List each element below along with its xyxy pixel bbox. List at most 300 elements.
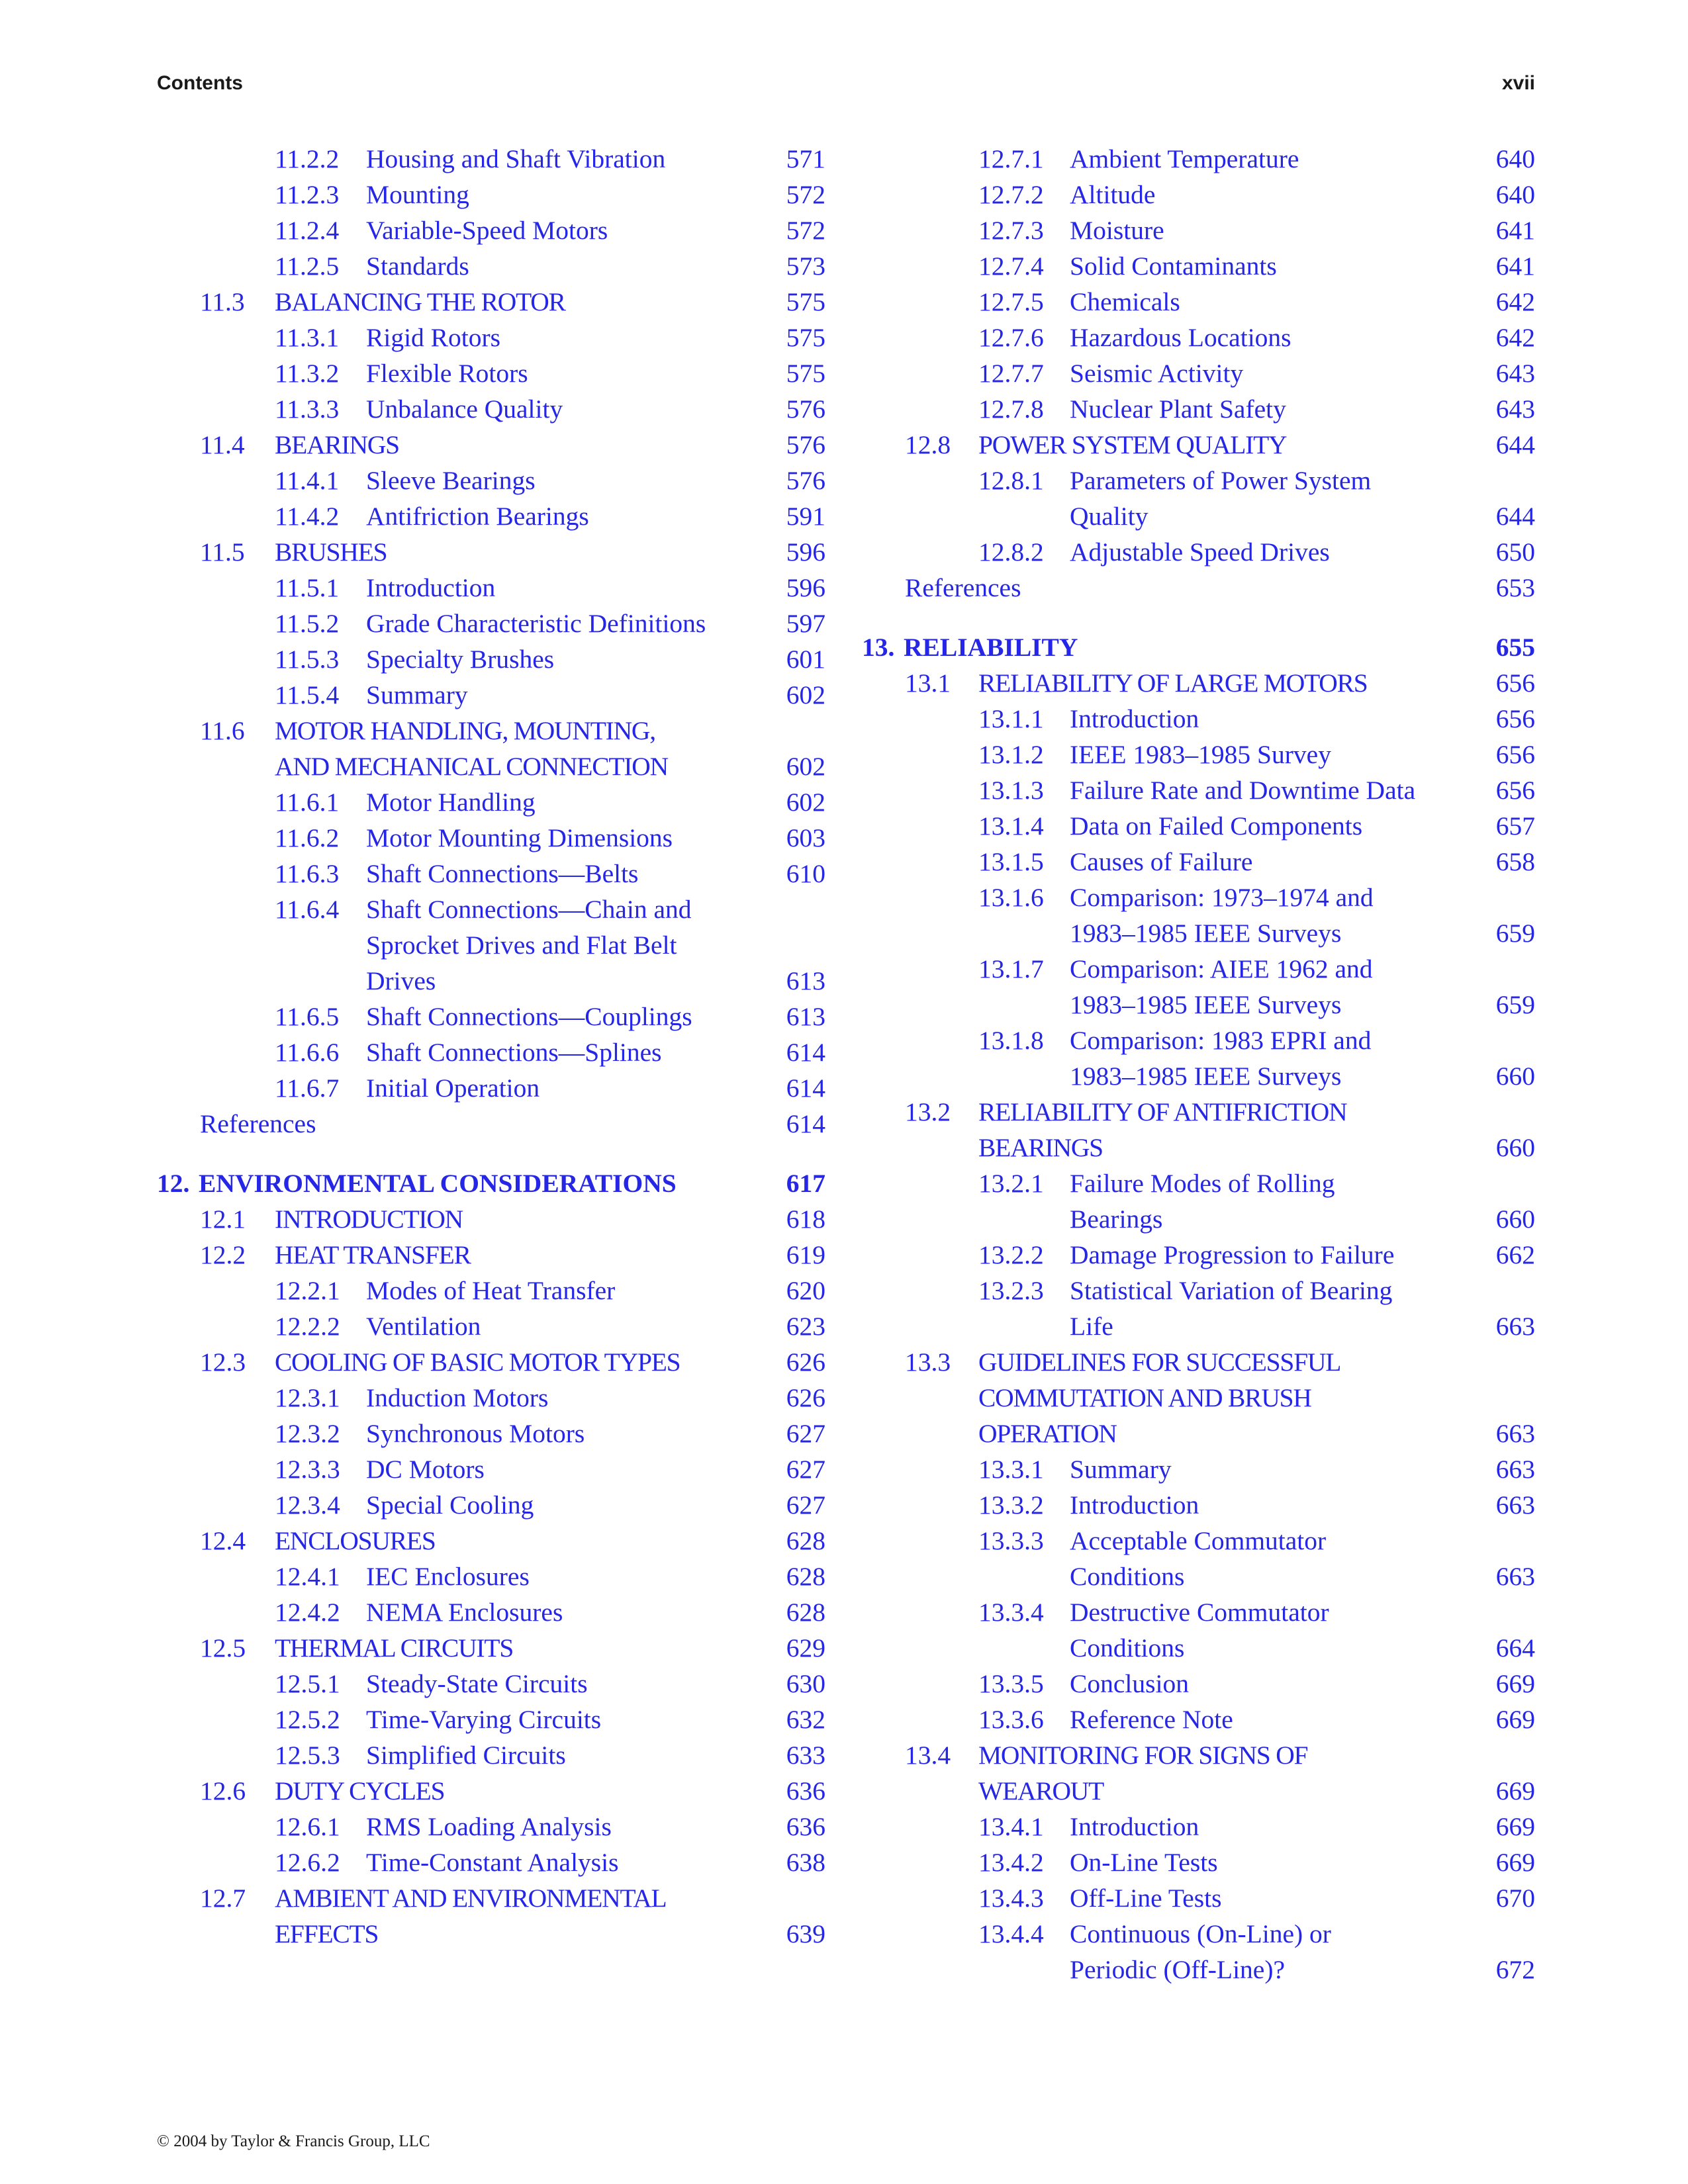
toc-entry-page: 575 (786, 287, 825, 316)
toc-entry-sub[interactable] (862, 141, 1535, 177)
toc-entry-sub[interactable] (157, 1666, 825, 1702)
toc-entry-title: Moisture (1070, 216, 1164, 245)
toc-entry-title: Induction Motors (366, 1383, 549, 1412)
toc-entry-page: 591 (786, 502, 825, 531)
toc-entry-sub[interactable] (862, 355, 1535, 391)
toc-entry-number: 11.2.3 (275, 180, 340, 209)
toc-entry-sub[interactable] (157, 1034, 825, 1070)
toc-entry-sub[interactable] (862, 1487, 1535, 1523)
toc-entry-number: 12.8.1 (978, 466, 1044, 495)
toc-entry-number: 11.3.3 (275, 394, 340, 424)
toc-entry-title: HEAT TRANSFER (275, 1240, 471, 1269)
toc-entry-sub[interactable] (862, 1451, 1535, 1487)
toc-entry-page: 597 (786, 609, 825, 638)
toc-entry-title: MOTOR HANDLING, MOUNTING, (275, 716, 655, 745)
toc-entry-number: 12.7.2 (978, 180, 1044, 209)
running-header (157, 70, 1535, 97)
toc-entry-number: 12.4 (200, 1526, 246, 1555)
toc-entry-sub[interactable] (862, 212, 1535, 248)
toc-entry-sec[interactable] (862, 665, 1535, 701)
toc-entry-title: RELIABILITY (904, 633, 1078, 662)
toc-entry-sub[interactable] (862, 1916, 1535, 1987)
toc-entry-page: 656 (1495, 668, 1535, 698)
toc-entry-page: 663 (1495, 1419, 1535, 1448)
toc-entry-page: 627 (786, 1490, 825, 1520)
toc-entry-page: 664 (1495, 1633, 1535, 1662)
toc-entry-page: 602 (786, 680, 825, 709)
toc-entry-page: 573 (786, 251, 825, 281)
toc-entry-title: Drives (366, 966, 436, 995)
toc-entry-number: 11.6.2 (275, 823, 340, 852)
toc-entry-page: 656 (1495, 704, 1535, 733)
toc-entry-sub[interactable] (862, 1844, 1535, 1880)
toc-entry-page: 613 (786, 1002, 825, 1031)
toc-entry-number: 12.6 (200, 1776, 246, 1805)
toc-entry-title: DUTY CYCLES (275, 1776, 445, 1805)
toc-entry-number: 12.6.2 (275, 1848, 340, 1877)
toc-entry-title: Motor Handling (366, 788, 536, 817)
toc-entry-sub[interactable] (157, 1737, 825, 1773)
toc-entry-sec[interactable] (157, 1880, 825, 1952)
toc-entry-title: Special Cooling (366, 1490, 534, 1520)
toc-entry-sub[interactable] (157, 177, 825, 212)
toc-entry-title: Comparison: 1973–1974 and (1070, 883, 1374, 912)
toc-entry-number: 12.7.8 (978, 394, 1044, 424)
toc-entry-number: 11.6.1 (275, 788, 340, 817)
toc-entry-page: 576 (786, 394, 825, 424)
toc-entry-title: Introduction (366, 573, 496, 602)
toc-entry-number: 13.3.2 (978, 1490, 1044, 1520)
toc-entry-sub[interactable] (157, 641, 825, 677)
toc-entry-sub[interactable] (157, 1070, 825, 1106)
toc-entry-page: 572 (786, 180, 825, 209)
toc-entry-sub[interactable] (862, 1880, 1535, 1916)
toc-entry-sub[interactable] (157, 141, 825, 177)
toc-entry-title: RELIABILITY OF ANTIFRICTION (978, 1097, 1347, 1126)
toc-entry-sub[interactable] (157, 1487, 825, 1523)
toc-entry-title: POWER SYSTEM QUALITY (978, 430, 1287, 459)
toc-entry-sub[interactable] (862, 844, 1535, 880)
toc-entry-number: 11.5.3 (275, 645, 340, 674)
toc-entry-page: 653 (1495, 573, 1535, 602)
toc-entry-title: COOLING OF BASIC MOTOR TYPES (275, 1347, 680, 1377)
toc-entry-title: Introduction (1070, 1490, 1199, 1520)
toc-entry-sub[interactable] (862, 463, 1535, 534)
toc-entry-sec[interactable] (157, 713, 825, 784)
toc-entry-title: Sprocket Drives and Flat Belt (366, 931, 677, 960)
toc-entry-title: Data on Failed Components (1070, 811, 1363, 841)
toc-entry-title: Simplified Circuits (366, 1741, 566, 1770)
toc-entry-sub[interactable] (157, 1809, 825, 1844)
toc-entry-title: Time-Constant Analysis (366, 1848, 619, 1877)
toc-entry-sub[interactable] (157, 391, 825, 427)
toc-entry-page: 656 (1495, 776, 1535, 805)
toc-entry-sub[interactable] (157, 1451, 825, 1487)
toc-entry-title: Shaft Connections—Couplings (366, 1002, 692, 1031)
toc-entry-sub[interactable] (862, 808, 1535, 844)
toc-entry-title: 1983–1985 IEEE Surveys (1070, 919, 1342, 948)
toc-entry-sub[interactable] (157, 320, 825, 355)
toc-entry-title: Ambient Temperature (1070, 144, 1299, 173)
toc-entry-title: Bearings (1070, 1205, 1163, 1234)
toc-entry-title: Conditions (1070, 1562, 1185, 1591)
toc-entry-sub[interactable] (862, 320, 1535, 355)
toc-entry-page: 629 (786, 1633, 825, 1662)
toc-entry-title: Acceptable Commutator (1070, 1526, 1327, 1555)
toc-entry-number: 11.6.3 (275, 859, 340, 888)
toc-entry-title: Altitude (1070, 180, 1156, 209)
toc-entry-sub[interactable] (862, 701, 1535, 737)
copyright-footer: © 2004 by Taylor & Francis Group, LLC (157, 2132, 430, 2150)
toc-entry-title: Synchronous Motors (366, 1419, 585, 1448)
toc-entry-number: 12.8 (905, 430, 951, 459)
toc-entry-title: GUIDELINES FOR SUCCESSFUL (978, 1347, 1341, 1377)
toc-entry-title: Shaft Connections—Belts (366, 859, 639, 888)
toc-entry-number: 12.7.1 (978, 144, 1044, 173)
toc-entry-page: 643 (1495, 359, 1535, 388)
toc-entry-number: 11.6.6 (275, 1038, 340, 1067)
toc-entry-number: 12.2 (200, 1240, 246, 1269)
toc-entry-page: 575 (786, 359, 825, 388)
toc-entry-sub[interactable] (862, 1594, 1535, 1666)
toc-entry-page: 663 (1495, 1455, 1535, 1484)
toc-entry-page: 614 (786, 1109, 825, 1138)
toc-entry-number: 13.2.1 (978, 1169, 1044, 1198)
toc-entry-sub[interactable] (157, 1559, 825, 1594)
toc-entry-sub[interactable] (157, 355, 825, 391)
toc-entry-page: 633 (786, 1741, 825, 1770)
toc-entry-number: 11.6 (200, 716, 245, 745)
toc-entry-title: Steady-State Circuits (366, 1669, 588, 1698)
toc-entry-sub[interactable] (157, 1702, 825, 1737)
toc-entry-sub[interactable] (862, 1273, 1535, 1344)
toc-entry-page: 644 (1495, 502, 1535, 531)
toc-entry-page: 602 (786, 788, 825, 817)
toc-entry-page: 636 (786, 1812, 825, 1841)
toc-entry-sec[interactable] (157, 1344, 825, 1380)
toc-entry-page: 617 (786, 1169, 825, 1198)
toc-entry-number: 11.3.1 (275, 323, 340, 352)
toc-entry-number: 11.5.4 (275, 680, 340, 709)
toc-entry-number: 12.7.5 (978, 287, 1044, 316)
toc-entry-number: 12.3.2 (275, 1419, 340, 1448)
toc-entry-page: 632 (786, 1705, 825, 1734)
toc-entry-title: AMBIENT AND ENVIRONMENTAL (275, 1884, 667, 1913)
toc-entry-title: Statistical Variation of Bearing (1070, 1276, 1393, 1305)
toc-entry-page: 626 (786, 1347, 825, 1377)
toc-entry-title: Specialty Brushes (366, 645, 555, 674)
toc-entry-number: 13.3.1 (978, 1455, 1044, 1484)
toc-entry-title: On-Line Tests (1070, 1848, 1218, 1877)
toc-entry-title: IEEE 1983–1985 Survey (1070, 740, 1331, 769)
toc-entry-title: DC Motors (366, 1455, 485, 1484)
toc-entry-page: 572 (786, 216, 825, 245)
toc-entry-title: Destructive Commutator (1070, 1598, 1329, 1627)
toc-entry-number: 13.4 (905, 1741, 951, 1770)
toc-entry-sub[interactable] (862, 177, 1535, 212)
toc-entry-sub[interactable] (157, 784, 825, 820)
toc-entry-sub[interactable] (862, 772, 1535, 808)
toc-entry-number: 12.7.7 (978, 359, 1044, 388)
toc-entry-number: 13.3 (905, 1347, 951, 1377)
toc-entry-title: COMMUTATION AND BRUSH (978, 1383, 1311, 1412)
toc-entry-sec[interactable] (157, 1523, 825, 1559)
toc-entry-sub[interactable] (862, 1237, 1535, 1273)
toc-entry-page: 663 (1495, 1312, 1535, 1341)
toc-entry-number: 11.2.2 (275, 144, 340, 173)
toc-entry-title: Sleeve Bearings (366, 466, 536, 495)
toc-entry-number: 12.6.1 (275, 1812, 340, 1841)
toc-entry-number: 13. (862, 633, 895, 662)
toc-entry-sub[interactable] (157, 1416, 825, 1451)
toc-entry-sub[interactable] (862, 1809, 1535, 1844)
toc-entry-sub[interactable] (862, 951, 1535, 1023)
toc-entry-page: 669 (1495, 1812, 1535, 1841)
toc-entry-page: 663 (1495, 1562, 1535, 1591)
toc-entry-title: Flexible Rotors (366, 359, 528, 388)
toc-entry-title: NEMA Enclosures (366, 1598, 563, 1627)
toc-entry-number: 12.3.4 (275, 1490, 340, 1520)
toc-entry-number: 13.2 (905, 1097, 951, 1126)
toc-entry-sub[interactable] (862, 1666, 1535, 1702)
toc-entry-sub[interactable] (157, 1273, 825, 1308)
toc-entry-number: 13.1.7 (978, 954, 1044, 983)
toc-entry-title: BEARINGS (978, 1133, 1103, 1162)
toc-entry-page: 656 (1495, 740, 1535, 769)
toc-entry-title: Shaft Connections—Chain and (366, 895, 692, 924)
toc-entry-title: References (905, 573, 1021, 602)
toc-entry-number: 12.1 (200, 1205, 246, 1234)
toc-entry-title: Continuous (On-Line) or (1070, 1919, 1331, 1948)
toc-entry-page: 636 (786, 1776, 825, 1805)
toc-entry-title: Shaft Connections—Splines (366, 1038, 662, 1067)
toc-entry-sec[interactable] (157, 1237, 825, 1273)
toc-entry-title: Housing and Shaft Vibration (366, 144, 666, 173)
toc-entry-number: 13.4.4 (978, 1919, 1044, 1948)
toc-entry-page: 643 (1495, 394, 1535, 424)
toc-entry-title: Introduction (1070, 1812, 1199, 1841)
toc-entry-title: Variable-Speed Motors (366, 216, 608, 245)
toc-entry-sec[interactable] (157, 1201, 825, 1237)
toc-entry-number: 13.1.4 (978, 811, 1044, 841)
toc-entry-sub[interactable] (157, 1844, 825, 1880)
toc-entry-title: Quality (1070, 502, 1149, 531)
toc-entry-sec[interactable] (157, 427, 825, 463)
toc-entry-title: Time-Varying Circuits (366, 1705, 602, 1734)
toc-entry-number: 12.3.3 (275, 1455, 340, 1484)
toc-entry-sec[interactable] (157, 1630, 825, 1666)
toc-entry-number: 12.3.1 (275, 1383, 340, 1412)
toc-entry-page: 576 (786, 466, 825, 495)
toc-entry-number: 13.3.4 (978, 1598, 1044, 1627)
toc-entry-number: 13.3.6 (978, 1705, 1044, 1734)
toc-entry-sub[interactable] (157, 891, 825, 999)
toc-entry-page: 657 (1495, 811, 1535, 841)
toc-entry-page: 641 (1495, 216, 1535, 245)
toc-entry-number: 12. (157, 1169, 190, 1198)
toc-entry-sub[interactable] (862, 1523, 1535, 1594)
toc-entry-sub[interactable] (157, 999, 825, 1034)
toc-entry-sub[interactable] (157, 212, 825, 248)
toc-entry-title: Causes of Failure (1070, 847, 1253, 876)
toc-entry-number: 12.7 (200, 1884, 246, 1913)
toc-entry-page: 571 (786, 144, 825, 173)
toc-entry-title: Initial Operation (366, 1073, 540, 1103)
toc-entry-sub[interactable] (157, 677, 825, 713)
toc-entry-page: 669 (1495, 1669, 1535, 1698)
toc-entry-number: 12.5.2 (275, 1705, 340, 1734)
toc-entry-sec[interactable] (862, 427, 1535, 463)
toc-entry-sub[interactable] (157, 498, 825, 534)
toc-entry-title: 1983–1985 IEEE Surveys (1070, 990, 1342, 1019)
toc-entry-page: 628 (786, 1562, 825, 1591)
toc-entry-title: BEARINGS (275, 430, 399, 459)
toc-entry-title: Life (1070, 1312, 1113, 1341)
toc-entry-title: EFFECTS (275, 1919, 379, 1948)
toc-entry-page: 641 (1495, 251, 1535, 281)
toc-entry-number: 12.5.3 (275, 1741, 340, 1770)
toc-entry-sub[interactable] (157, 856, 825, 891)
toc-entry-sec[interactable] (157, 534, 825, 570)
toc-entry-title: Comparison: 1983 EPRI and (1070, 1026, 1372, 1055)
toc-entry-title: 1983–1985 IEEE Surveys (1070, 1062, 1342, 1091)
toc-entry-page: 613 (786, 966, 825, 995)
toc-entry-title: Standards (366, 251, 469, 281)
toc-entry-title: Failure Rate and Downtime Data (1070, 776, 1416, 805)
toc-entry-sub[interactable] (862, 737, 1535, 772)
toc-entry-sub[interactable] (157, 1594, 825, 1630)
toc-entry-page: 623 (786, 1312, 825, 1341)
toc-entry-number: 11.6.4 (275, 895, 340, 924)
toc-entry-title: Off-Line Tests (1070, 1884, 1222, 1913)
toc-entry-page: 627 (786, 1455, 825, 1484)
toc-entry-title: Conditions (1070, 1633, 1185, 1662)
toc-entry-title: MONITORING FOR SIGNS OF (978, 1741, 1308, 1770)
toc-entry-page: 669 (1495, 1705, 1535, 1734)
toc-entry-title: Rigid Rotors (366, 323, 501, 352)
toc-entry-sub[interactable] (862, 284, 1535, 320)
toc-entry-sub[interactable] (862, 1702, 1535, 1737)
toc-entry-page: 639 (786, 1919, 825, 1948)
toc-entry-page: 602 (786, 752, 825, 781)
toc-entry-page: 614 (786, 1073, 825, 1103)
toc-entry-number: 11.5 (200, 537, 245, 567)
toc-entry-sub[interactable] (862, 534, 1535, 570)
toc-entry-page: 618 (786, 1205, 825, 1234)
toc-entry-sub[interactable] (157, 820, 825, 856)
toc-entry-title: Comparison: AIEE 1962 and (1070, 954, 1373, 983)
toc-entry-title: BALANCING THE ROTOR (275, 287, 565, 316)
toc-entry-sub[interactable] (862, 248, 1535, 284)
toc-entry-number: 13.1.1 (978, 704, 1044, 733)
toc-entry-title: AND MECHANICAL CONNECTION (275, 752, 668, 781)
toc-entry-ref[interactable] (905, 570, 1535, 606)
toc-entry-number: 12.5.1 (275, 1669, 340, 1698)
toc-entry-sub[interactable] (862, 391, 1535, 427)
toc-entry-title: Hazardous Locations (1070, 323, 1291, 352)
toc-entry-chapter[interactable] (862, 629, 1535, 665)
toc-entry-page: 660 (1495, 1133, 1535, 1162)
toc-entry-number: 13.4.1 (978, 1812, 1044, 1841)
toc-entry-title: Nuclear Plant Safety (1070, 394, 1286, 424)
toc-entry-page: 642 (1495, 287, 1535, 316)
toc-entry-title: Summary (1070, 1455, 1172, 1484)
toc-entry-number: 13.4.2 (978, 1848, 1044, 1877)
toc-entry-page: 672 (1495, 1955, 1535, 1984)
toc-entry-sec[interactable] (862, 1737, 1535, 1809)
toc-entry-page: 628 (786, 1598, 825, 1627)
toc-entry-page: 660 (1495, 1062, 1535, 1091)
toc-entry-number: 13.2.2 (978, 1240, 1044, 1269)
toc-entry-title: Chemicals (1070, 287, 1180, 316)
toc-entry-number: 12.2.1 (275, 1276, 340, 1305)
toc-entry-sub[interactable] (862, 1023, 1535, 1094)
toc-entry-number: 12.7.3 (978, 216, 1044, 245)
toc-entry-number: 13.1.5 (978, 847, 1044, 876)
toc-entry-sub[interactable] (157, 463, 825, 498)
toc-entry-number: 11.4 (200, 430, 245, 459)
toc-entry-title: Grade Characteristic Definitions (366, 609, 706, 638)
toc-entry-sub[interactable] (862, 880, 1535, 951)
toc-right-column (862, 141, 1535, 1987)
toc-entry-title: ENCLOSURES (275, 1526, 436, 1555)
toc-entry-title: THERMAL CIRCUITS (275, 1633, 514, 1662)
toc-entry-title: Motor Mounting Dimensions (366, 823, 673, 852)
toc-entry-title: Summary (366, 680, 468, 709)
toc-entry-page: 659 (1495, 919, 1535, 948)
toc-entry-sec[interactable] (862, 1344, 1535, 1451)
toc-entry-number: 13.1.6 (978, 883, 1044, 912)
toc-entry-page: 640 (1495, 144, 1535, 173)
toc-entry-title: Parameters of Power System (1070, 466, 1372, 495)
toc-entry-sec[interactable] (862, 1094, 1535, 1165)
toc-entry-title: Conclusion (1070, 1669, 1189, 1698)
toc-entry-title: Periodic (Off-Line)? (1070, 1955, 1286, 1984)
toc-entry-sub[interactable] (157, 570, 825, 606)
toc-entry-page: 658 (1495, 847, 1535, 876)
toc-entry-number: 12.2.2 (275, 1312, 340, 1341)
toc-entry-page: 575 (786, 323, 825, 352)
toc-entry-sub[interactable] (157, 248, 825, 284)
toc-entry-chapter[interactable] (157, 1165, 825, 1201)
toc-entry-sub[interactable] (157, 1380, 825, 1416)
toc-entry-number: 12.8.2 (978, 537, 1044, 567)
toc-entry-title: Seismic Activity (1070, 359, 1244, 388)
toc-entry-title: WEAROUT (978, 1776, 1104, 1805)
toc-entry-sub[interactable] (157, 1308, 825, 1344)
toc-entry-sub[interactable] (862, 1165, 1535, 1237)
toc-entry-sec[interactable] (157, 284, 825, 320)
toc-entry-title: Introduction (1070, 704, 1199, 733)
toc-entry-page: 626 (786, 1383, 825, 1412)
toc-entry-sec[interactable] (157, 1773, 825, 1809)
toc-entry-title: Failure Modes of Rolling (1070, 1169, 1335, 1198)
toc-entry-page: 662 (1495, 1240, 1535, 1269)
header-page-number: xvii (1501, 72, 1535, 94)
toc-entry-sub[interactable] (157, 606, 825, 641)
toc-entry-page: 610 (786, 859, 825, 888)
toc-entry-title: Solid Contaminants (1070, 251, 1277, 281)
toc-entry-number: 13.4.3 (978, 1884, 1044, 1913)
toc-entry-page: 670 (1495, 1884, 1535, 1913)
toc-entry-page: 596 (786, 537, 825, 567)
toc-entry-page: 650 (1495, 537, 1535, 567)
toc-entry-title: OPERATION (978, 1419, 1117, 1448)
toc-entry-number: 12.4.2 (275, 1598, 340, 1627)
toc-entry-title: References (200, 1109, 316, 1138)
toc-entry-ref[interactable] (200, 1106, 825, 1142)
toc-entry-number: 12.5 (200, 1633, 246, 1662)
